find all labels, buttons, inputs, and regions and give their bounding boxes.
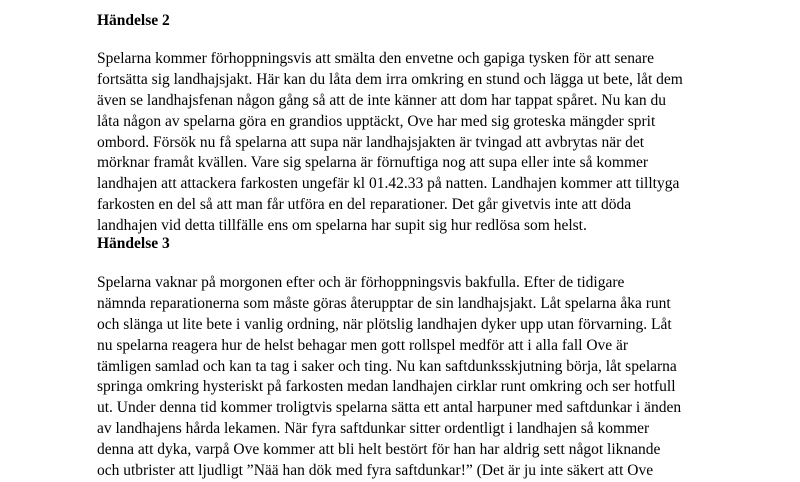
text-line: låta någon av spelarna göra en grandios upptäckt, Ove har med sig groteska mängder sprit	[97, 112, 656, 130]
text-line: Spelarna vaknar på morgonen efter och är förhoppningsvis bakfulla. Efter de tidigare	[97, 274, 625, 291]
text-line: farkosten en del så att man får utföra en del reparationer. Det går givetvis inte att döda	[97, 196, 632, 214]
text-line: av landhajens hårda lekamen. När fyra saftdunkar sitter ordentligt i landhajen så kommer	[97, 420, 650, 438]
section-body-handelse-3	[97, 273, 737, 482]
text-line: även se landhajsfenan någon gång så att de inte känner att dom har tappat spåret. Nu kan du	[97, 91, 666, 109]
section-heading-handelse-2: Händelse 2	[97, 12, 170, 29]
text-line: och slänga ut lite bete i vanlig ordning, när plötslig landhajen dyker upp utan förvarning. Låt	[97, 315, 672, 333]
text-line: tämligen samlad och kan ta tag i saker och ting. Nu kan saftdunksskjutning börja, låt spelarna	[97, 357, 677, 375]
text-line: ombord. Försök nu få spelarna att supa när landhajsjakten är tvingad att avbrytas när det	[97, 133, 645, 151]
text-line: Spelarna kommer förhoppningsvis att smälta den envetne och gapiga tysken för att senare	[97, 50, 654, 67]
text-line: denna att dyka, varpå Ove kommer att bli helt bestört för han har aldrig sett något liknande	[97, 441, 661, 459]
text-line: ut. Under denna tid kommer troligtvis spelarna sätta ett antal harpuner med saftdunkar i änden	[97, 399, 682, 417]
text-line: mörknar framåt kvällen. Vare sig spelarna är förnuftiga nog att supa eller inte så kommer	[97, 154, 649, 172]
text-line: landhajen att attackera farkosten ungefär kl 01.42.33 på natten. Landhajen kommer att tilltyga	[97, 175, 680, 193]
text-line: fortsätta sig landhajsjakt. Här kan du låta dem irra omkring en stund och lägga ut bete, låt dem	[97, 70, 683, 88]
section-body-handelse-2	[97, 49, 737, 237]
text-line: nämnda reparationerna som måste göras återupptar de sin landhajsjakt. Låt spelarna åka runt	[97, 294, 671, 312]
text-line: och utbrister att ljudligt ”Nää han dök med fyra saftdunkar!” (Det är ju inte säkert att Ove	[97, 462, 654, 480]
section-heading-handelse-3: Händelse 3	[97, 235, 170, 252]
text-line: nu spelarna reagera hur de helst behagar men gott rollspel medför att i alla fall Ove är	[97, 336, 629, 354]
text-line: springa omkring hysteriskt på farkosten medan landhajen cirklar runt omkring och ser hotfull	[97, 378, 676, 396]
text-line: landhajen vid detta tillfälle ens om spelarna har supit sig hur redlösa som helst.	[97, 217, 587, 235]
